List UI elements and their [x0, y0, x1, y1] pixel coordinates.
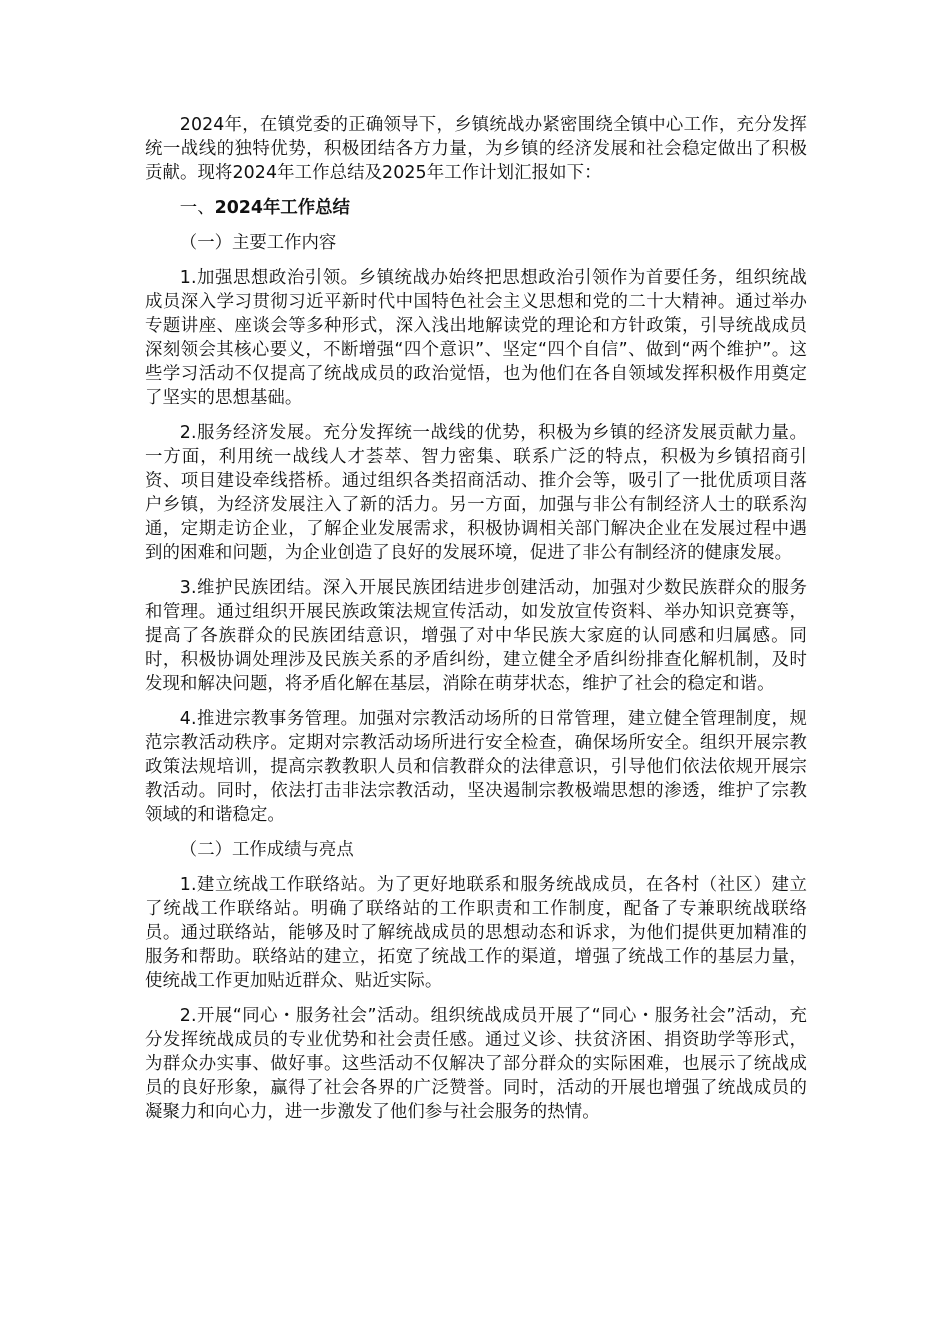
section-heading-2024-summary: [145, 196, 807, 220]
paragraph-political-guidance: 1.加强思想政治引领。乡镇统战办始终把思想政治引领作为首要任务，组织统战成员深入学习贯彻习近平新时代中国特色社会主义思想和党的二十大精神。通过举办专题讲座、座谈会等多种形式，深入浅出地解读党的理论和方针政策，引导统战成员深刻领会其核心要义，不断增强“四个意识”、坚定“四个自信”、做到“两个维护”。这些学习活动不仅提高了统战成员的政治觉悟，也为他们在各自领域发挥积极作用奠定了坚实的思想基础。: [145, 268, 807, 408]
paragraph-ethnic-unity: 3.维护民族团结。深入开展民族团结进步创建活动，加强对少数民族群众的服务和管理。通过组织开展民族政策法规宣传活动，如发放宣传资料、举办知识竞赛等，提高了各族群众的民族团结意识，增强了对中华民族大家庭的认同感和归属感。同时，积极协调处理涉及民族关系的矛盾纠纷，建立健全矛盾纠纷排查化解机制，及时发现和解决问题，将矛盾化解在基层，消除在萌芽状态，维护了社会的稳定和谐。: [145, 578, 807, 694]
document-page: [145, 113, 807, 1135]
paragraph-liaison-stations: 1.建立统战工作联络站。为了更好地联系和服务统战成员，在各村（社区）建立了统战工作联络站。明确了联络站的工作职责和工作制度，配备了专兼职统战联络员。通过联络站，能够及时了解统战成员的思想动态和诉求，为他们提供更加精准的服务和帮助。联络站的建立，拓宽了统战工作的渠道，增强了统战工作的基层力量，使统战工作更加贴近群众、贴近实际。: [145, 875, 807, 991]
paragraph-social-service: 2.开展“同心・服务社会”活动。组织统战成员开展了“同心・服务社会”活动，充分发挥统战成员的专业优势和社会责任感。通过义诊、扶贫济困、捐资助学等形式，为群众办实事、做好事。这些活动不仅解决了部分群众的实际困难，也展示了统战成员的良好形象，赢得了社会各界的广泛赞誉。同时，活动的开展也增强了统战成员的凝聚力和向心力，进一步激发了他们参与社会服务的热情。: [145, 1006, 807, 1122]
subsection-heading-main-work: （一）主要工作内容: [179, 233, 337, 253]
intro-paragraph: 2024年，在镇党委的正确领导下，乡镇统战办紧密围绕全镇中心工作，充分发挥统一战线的独特优势，积极团结各方力量，为乡镇的经济发展和社会稳定做出了积极贡献。现将2024年工作总结及2025年工作计划汇报如下：: [145, 115, 807, 183]
section-heading-prefix: 一、: [179, 198, 215, 218]
paragraph-economic-development: 2.服务经济发展。充分发挥统一战线的优势，积极为乡镇的经济发展贡献力量。一方面，利用统一战线人才荟萃、智力密集、联系广泛的特点，积极为乡镇招商引资、项目建设牵线搭桥。通过组织各类招商活动、推介会等，吸引了一批优质项目落户乡镇，为经济发展注入了新的活力。另一方面，加强与非公有制经济人士的联系沟通，定期走访企业，了解企业发展需求，积极协调相关部门解决企业在发展过程中遇到的困难和问题，为企业创造了良好的发展环境，促进了非公有制经济的健康发展。: [145, 423, 807, 563]
subsection-heading-achievements: （二）工作成绩与亮点: [179, 840, 354, 860]
paragraph-religious-affairs: 4.推进宗教事务管理。加强对宗教活动场所的日常管理，建立健全管理制度，规范宗教活动秩序。定期对宗教活动场所进行安全检查，确保场所安全。组织开展宗教政策法规培训，提高宗教教职人员和信教群众的法律意识，引导他们依法依规开展宗教活动。同时，依法打击非法宗教活动，坚决遏制宗教极端思想的渗透，维护了宗教领域的和谐稳定。: [145, 709, 807, 825]
section-heading-title: 2024年工作总结: [214, 198, 350, 218]
